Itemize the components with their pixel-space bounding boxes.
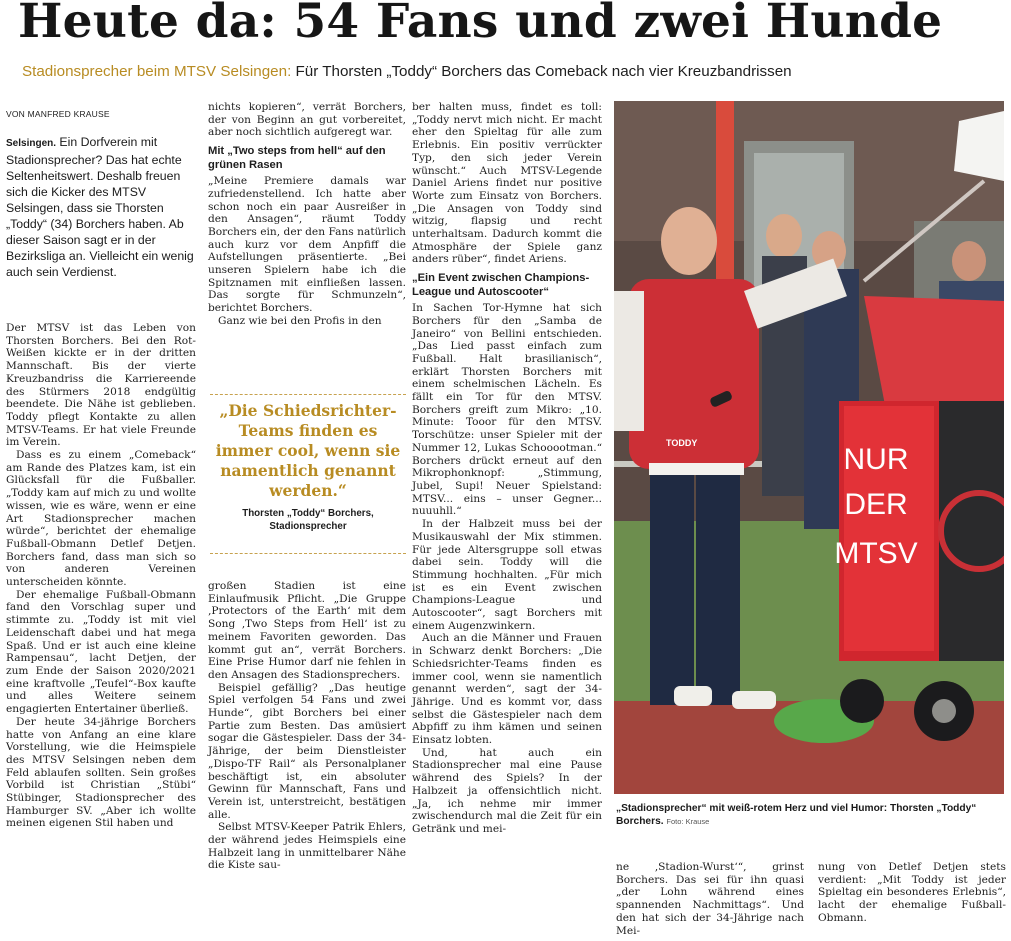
paragraph: „Meine Premiere damals war zufriedenstellend. Ich hatte aber schon noch ein paar Ausreißer in den Ansagen“, räumt Toddy Borchers ein, der den Fans natürlich auch kurz vor dem Anpfiff die Aufstellungen präsentierte. „Bei unseren Spielern habe ich die Spitznamen mit einfließen lassen. Das sorgte für Schmunzeln“, berichtet Borchers. (208, 175, 406, 315)
section-subhead: Mit „Two steps from hell“ auf den grünen Rasen (208, 145, 386, 171)
dateline: Selsingen. (6, 138, 57, 149)
article-column-3 (412, 101, 602, 836)
headline: Heute da: 54 Fans und zwei Hunde (18, 0, 943, 49)
lead-paragraph (6, 134, 196, 280)
article-column-1 (6, 322, 196, 830)
article-photo (614, 101, 1004, 794)
paragraph: In der Halbzeit muss bei der Musikauswahl der Mix stimmen. Für jede Altersgruppe soll etwas dabei sein. Toddy will die Stimmung hochhalten. „Für mich ist es ein Event zwischen Champions-League und Autoscooter“, sagt Borchers mit einem Augenzwinkern. (412, 518, 602, 632)
subheadline (22, 63, 1007, 80)
paragraph: Und, hat auch ein Stadionsprecher mal eine Pause während des Spiels? In der Halbzeit ja offensichtlich nicht. „Ja, ich nehme mir immer zwischendurch mal die Zeit für ein Getränk und mei- (412, 746, 602, 835)
caption-text: „Stadionsprecher“ mit weiß-rotem Herz und viel Humor: Thorsten „Toddy“ Borchers. (616, 803, 977, 827)
subheadline-text: Für Thorsten „Toddy“ Borchers das Comeback nach vier Kreuzbandrissen (291, 63, 792, 80)
article-column-5 (818, 861, 1006, 925)
box-text-line-1: NUR (843, 443, 909, 476)
pull-quote (210, 394, 406, 554)
paragraph: Ganz wie bei den Profis in den (218, 314, 382, 327)
photo-caption (616, 802, 1008, 828)
pull-quote-text: „Die Schiedsrichter-Teams finden es immer cool, wenn sie namentlich genannt werden.“ (215, 401, 401, 500)
paragraph: ber halten muss, findet es toll: „Toddy nervt mich nicht. Er macht eher den Spieltag für alle zum Erlebnis. Ein positiv verrückter Typ, den sich jeder Verein wünscht.“ Auch MTSV-Legende Daniel Ariens findet nur positive Worte zum Einsatz von Borchers. „Die Ansagen von Toddy sind witzig, flapsig und recht unterhaltsam. Dadurch kommt die Atmosphäre der Spiele ganz anders rüber“, findet Ariens. (412, 101, 602, 266)
article-column-2-bottom (208, 580, 406, 872)
paragraph: Auch an die Männer und Frauen in Schwarz denkt Borchers: „Die Schiedsrichter-Teams finden es immer cool, wenn sie namentlich genannt werden“, sagt der 34-Jährige. Und es kommt vor, dass selbst die Gästespieler nach dem Abpfiff zu ihm kämen und seinen Einsatz lobten. (412, 632, 602, 747)
paragraph: großen Stadien ist eine Einlaufmusik Pflicht. „Die Gruppe ‚Protectors of the Earth‘ mit dem Song ‚Two Steps from Hell‘ ist zu meinem Favoriten geworden. Das kommt gut an“, verrät Borchers. Eine Prise Humor darf nie fehlen in den Ansagen des Stadionsprechers. (208, 580, 406, 681)
paragraph: nichts kopieren“, verrät Borchers, der von Beginn an gut vorbereitet, aber noch sichtlich aufgeregt war. (208, 101, 406, 139)
box-text-line-2: DER (844, 488, 908, 521)
jacket-text: TODDY (666, 438, 698, 448)
paragraph: Dass es zu einem „Comeback“ am Rande des Platzes kam, ist ein Glücksfall für die Fußballer. „Toddy kam auf mich zu und wollte wissen, wie es wäre, wenn er eine Art Stadionsprecher machen würde“, berichtet der ehemalige Fußball-Obmann Detlef Detjen. Borchers fand, dass man sich so von anderen Vereinen unterscheiden könnte. (6, 449, 196, 589)
paragraph: Der ehemalige Fußball-Obmann fand den Vorschlag super und stimmte zu. „Toddy ist mit viel Leidenschaft dabei und hat mega Spaß. Und er ist auch eine kleine Rampensau“, lacht Detjen, der zum Ende der Saison 2020/2021 eine kraftvolle „Teufel“-Box kaufte und alles Weitere seinem engagierten Entertainer überließ. (6, 588, 196, 716)
paragraph: Der heute 34-jährige Borchers hatte von Anfang an eine klare Vorstellung, wie die Heimspiele des MTSV Selsingen neben dem Feld ablaufen sollten. Sein großes Vorbild ist Christian „Stübi“ Stübinger, Stadionsprecher des Hamburger SV. „Aber ich wollte meinen eigenen Stil haben und (6, 715, 196, 830)
section-subhead: „Ein Event zwischen Champions-League und Autoscooter“ (412, 272, 590, 298)
subheadline-kicker: Stadionsprecher beim MTSV Selsingen: (22, 63, 292, 80)
photo-illustration (614, 101, 1004, 794)
paragraph: In Sachen Tor-Hymne hat sich Borchers für den „Samba de Janeiro“ von Bellini entschieden. „Das Lied passt einfach zum Fußball. Halt brasilianisch“, erklärt Thorsten Borchers mit einem schelmischen Lächeln. Es fällt ein Tor für den MTSV. Borchers greift zum Mikro: „10. Minute: Tooor für den MTSV. Torschütze: unser Spieler mit der Nummer 12, Lukas Schooootman.“ Borchers drückt erneut auf den Mikrophonknopf: „Stimmung, Jubel, Supi! Neuer Spielstand: MTSV... eins – unser Gegner... nuuuhll.“ (412, 302, 602, 518)
paragraph: ne ‚Stadion-Wurst‘“, grinst Borchers. Das sei für ihn quasi „der Lohn während eines spannenden Nachmittags“. Und den hat sich der 34-Jährige nach Mei- (616, 861, 804, 937)
paragraph: Beispiel gefällig? „Das heutige Spiel verfolgen 54 Fans und zwei Hunde“, gibt Borchers bei einer Partie zum Besten. Das amüsiert sogar die Gästespieler. Dass der 34-Jährige, der beim Dienstleister „Dispo-TF Rail“ als Personalplaner beschäftigt ist, ein absoluter Gewinn für Mannschaft, Fans und Verein ist, unterstreicht, bestätigen alle. (208, 681, 406, 821)
paragraph: nung von Detlef Detjen stets verdient: „Mit Toddy ist jeder Spieltag ein besonderes Erlebnis“, lacht der ehemalige Fußball-Obmann. (818, 861, 1006, 924)
article-column-2-top (208, 101, 406, 328)
pull-quote-author: Thorsten „Toddy“ Borchers, Stadionsprecher (242, 508, 374, 532)
photo-credit: Foto: Krause (666, 817, 710, 826)
byline: VON MANFRED KRAUSE (6, 109, 110, 119)
paragraph: Der MTSV ist das Leben von Thorsten Borchers. Bei den Rot-Weißen kickte er in der dritten Mannschaft. Bis der vierte Kreuzbandriss die Karriereende des Stürmers 2018 endgültig beendete. Die Nähe ist geblieben. Toddy pflegt Kontakte zu allen MTSV-Teams. Er hat viele Freunde im Verein. (6, 322, 196, 449)
article-column-4 (616, 861, 804, 937)
lead-text: Ein Dorfverein mit Stadionsprecher? Das hat echte Seltenheitswert. Deshalb freuen sich die Kicker des MTSV Selsingen, dass sie Thorsten „Toddy“ (34) Borchers haben. Ab dieser Saison sagt er in der Bezirksliga an. Vielleicht ein wenig auch sein Verdienst. (6, 135, 194, 279)
box-text-line-3: MTSV (834, 537, 918, 570)
paragraph: Selbst MTSV-Keeper Patrik Ehlers, der während jedes Heimspiels eine Halbzeit lang in unmittelbarer Nähe die Kiste sau- (208, 821, 406, 872)
